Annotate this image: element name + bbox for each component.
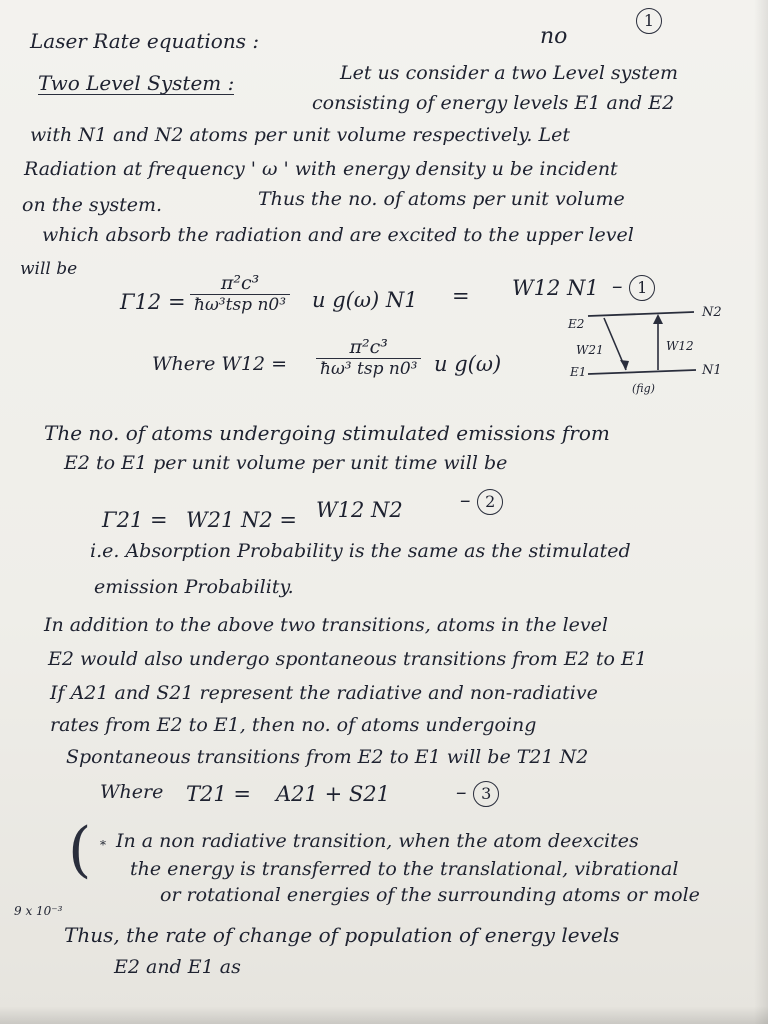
label-w12: W12 (666, 339, 694, 353)
para3-line-2: emission Probability. (94, 576, 294, 598)
eq1-result: W12 N1 (512, 276, 599, 300)
para4-line-1: Thus, the rate of change of population of energy levels (64, 923, 620, 947)
eq1-fraction (190, 272, 290, 315)
page-heading: Laser Rate equations : (30, 29, 260, 53)
eq3-tag-circle: 3 (473, 781, 499, 807)
level-e2-line (588, 312, 694, 316)
para1-line-1: Let us consider a two Level system (340, 62, 679, 84)
page-number (636, 8, 662, 34)
eq-w12-rhs: u g(ω) (434, 352, 502, 376)
margin-note: 9 x 10⁻³ (14, 904, 63, 918)
para1-line-7: which absorb the radiation and are excited to the upper level (42, 224, 634, 246)
eq3-lhs: T21 = (186, 782, 251, 806)
para3-line-5: If A21 and S21 represent the radiative and non-radiative (50, 682, 598, 704)
eq-w12-fraction (316, 336, 421, 379)
eq2-tag: – 2 (460, 488, 503, 515)
para1-line-2: consisting of energy levels E1 and E2 (312, 92, 675, 114)
label-n1: N1 (702, 363, 722, 378)
label-fig: (fig) (632, 382, 655, 395)
eq1-equals: = (452, 284, 470, 308)
para3-line-7: Spontaneous transitions from E2 to E1 will be T21 N2 (66, 746, 589, 768)
eq-w12-denominator: ħω³ tsp n0³ (316, 358, 421, 379)
para2-line-2: E2 to E1 per unit volume per unit time will be (64, 452, 508, 474)
note-brace: ( (68, 815, 92, 885)
eq-w12-numerator: π²c³ (349, 336, 388, 358)
para4-line-2: E2 and E1 as (114, 956, 241, 978)
eq3-rhs: A21 + S21 (276, 782, 390, 806)
eq2-tag-circle: 2 (477, 489, 503, 515)
section-title: Two Level System : (38, 71, 235, 95)
level-e1-line (588, 370, 696, 374)
eq1-tag: – 1 (612, 274, 655, 301)
eq1-tag-circle: 1 (629, 275, 655, 301)
para3-line-3: In addition to the above two transitions, atoms in the level (44, 614, 608, 636)
eq-w12-lead: Where W12 = (152, 353, 288, 375)
eq1-denominator: ħω³tsp n0³ (190, 294, 290, 315)
page-number-circle: 1 (636, 8, 662, 34)
page-edge-shadow-right (754, 0, 768, 1024)
note-line-1: In a non radiative transition, when the atom deexcites (116, 830, 639, 852)
note-line-2: the energy is transferred to the translational, vibrational (130, 858, 679, 880)
eq3-tag: – 3 (456, 780, 499, 807)
note-star: * (100, 838, 106, 852)
label-w21: W21 (576, 343, 604, 357)
eq1-lhs: Γ12 = (120, 290, 186, 314)
para1-line-6: Thus the no. of atoms per unit volume (258, 188, 625, 210)
eq1-rhs: u g(ω) N1 (312, 288, 418, 312)
para3-line-6: rates from E2 to E1, then no. of atoms undergoing (50, 714, 537, 736)
para3-line-1: i.e. Absorption Probability is the same as the stimulated (90, 540, 631, 562)
note-line-3: or rotational energies of the surrounding atoms or mole (160, 884, 700, 906)
para2-line-1: The no. of atoms undergoing stimulated emissions from (44, 421, 610, 445)
eq2-mid: W21 N2 = (186, 508, 297, 532)
para1-line-5: on the system. (22, 194, 163, 216)
label-e2: E2 (568, 317, 585, 331)
eq2-lhs: Γ21 = (102, 508, 168, 532)
label-n2: N2 (702, 305, 722, 320)
eq3-lead: Where (100, 781, 164, 803)
arrow-w12-head (653, 314, 663, 324)
page-edge-shadow-bottom (0, 1006, 768, 1024)
eq1-numerator: π²c³ (220, 272, 260, 294)
page-mark: no (540, 24, 568, 49)
eq2-rhs: W12 N2 (316, 498, 403, 522)
para1-line-4: Radiation at frequency ' ω ' with energy density u be incident (24, 158, 618, 180)
para1-line-3: with N1 and N2 atoms per unit volume respectively. Let (30, 124, 570, 146)
energy-level-diagram (566, 304, 736, 404)
label-e1: E1 (570, 365, 587, 379)
para3-line-4: E2 would also undergo spontaneous transitions from E2 to E1 (48, 648, 647, 670)
para1-line-8: will be (20, 259, 78, 279)
